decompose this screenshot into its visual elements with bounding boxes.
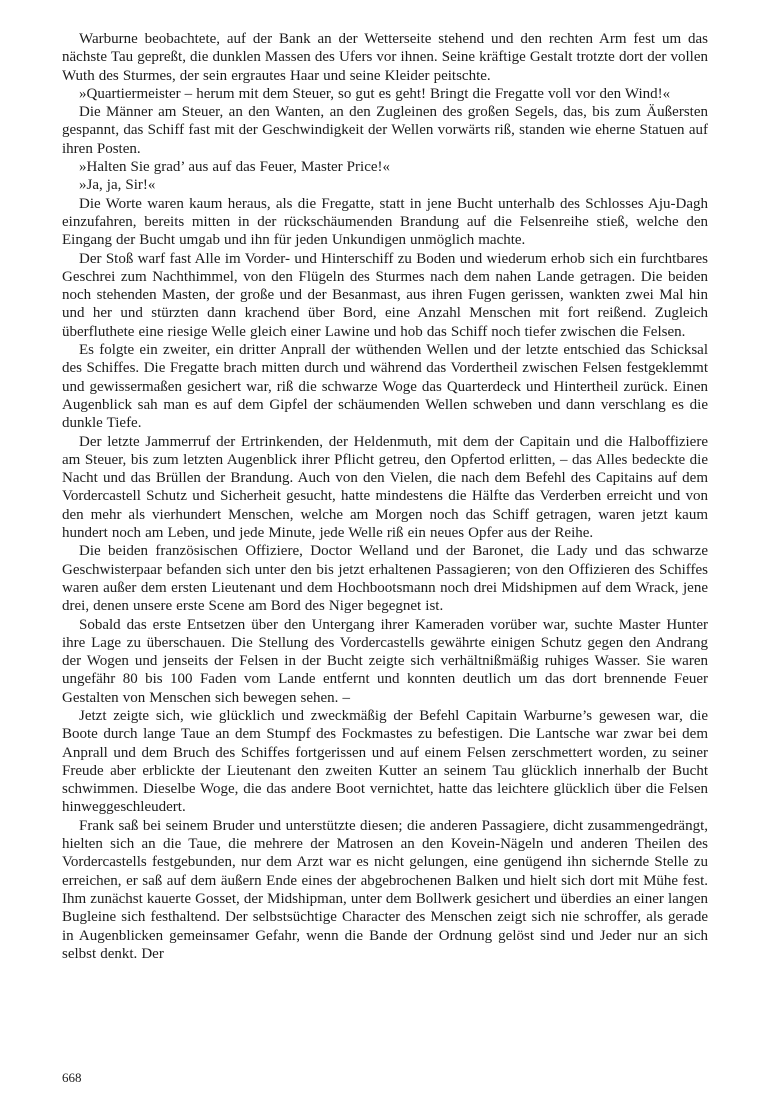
paragraph: Warburne beobachtete, auf der Bank an der Wetterseite stehend und den rechten Arm fest um das nächste Tau gepreßt, die dunklen Massen des Ufers vor ihnen. Seine kräftige Gestalt trotzte dort der vollen Wuth des Sturmes, der sein ergrautes Haar und seine Kleider peitschte. — [62, 31, 708, 84]
paragraph: »Ja, ja, Sir!« — [79, 177, 156, 194]
paragraph: »Halten Sie grad’ aus auf das Feuer, Master Price!« — [79, 159, 390, 176]
paragraph: Die Worte waren kaum heraus, als die Fregatte, statt in jene Bucht unterhalb des Schlosses Aju-Dagh einzufahren, bereits mitten in der rückschäumenden Brandung auf die Felsenreihe stieß, welche den Eingang der Bucht umgab und ihn für jeden Unkundigen unmöglich machte. — [62, 195, 708, 249]
page-number: 668 — [62, 1070, 82, 1085]
paragraph: Die beiden französischen Offiziere, Doctor Welland und der Baronet, die Lady und das schwarze Geschwisterpaar befanden sich unter den bis jetzt erhaltenen Passagieren; von den Offizieren des Schiffes waren außer dem ersten Lieutenant und dem Hochbootsmann noch drei Midshipmen auf dem Wrack, jene drei, denen unsere erste Scene am Bord des Niger begegnet ist. — [62, 543, 708, 615]
paragraph: Frank saß bei seinem Bruder und unterstützte diesen; die anderen Passagiere, dicht zusammengedrängt, hielten sich an die Taue, die mehrere der Matrosen an den Kovein-Nägeln und anderen Theilen des Vordercastells festgebunden, nur dem Arzt war es nicht gelungen, eine genügend ihn sichernde Stelle zu erreichen, er saß auf dem äußern Ende eines der abgebrochenen Balken und hielt sich dort mit Mühe fest. Ihm zunächst kauerte Gosset, der Midshipman, unter dem Bollwerk gesichert und überdies an einer langen Bugleine sich festhaltend. Der selbstsüchtige Character des Menschen zeigt sich nie schroffer, als gerade in Augenblicken gemeinsamer Gefahr, wenn die Bande der Ordnung gelöst sind und Jeder nur an sich selbst denkt. Der — [62, 817, 708, 962]
paragraph: Sobald das erste Entsetzen über den Untergang ihrer Kameraden vorüber war, suchte Master Hunter ihre Lage zu überschauen. Die Stellung des Vordercastells gewährte einigen Schutz gegen den Andrang der Wogen und jenseits der Felsen in der Bucht zeigte sich verhältnißmäßig ruhiges Wasser. Sie waren ungefähr 80 bis 100 Faden vom Lande entfernt und konnten deutlich um das dort brennende Feuer Gestalten von Menschen sich bewegen sehen. – — [62, 616, 708, 706]
paragraph: »Quartiermeister – herum mit dem Steuer, so gut es geht! Bringt die Fregatte voll vor den Wind!« — [79, 85, 671, 102]
paragraph: Die Männer am Steuer, an den Wanten, an den Zugleinen des großen Segels, das, bis zum Äußersten gespannt, das Schiff fast mit der Geschwindigkeit der Wellen vorwärts riß, standen wie eherne Statuen auf ihren Posten. — [62, 104, 708, 157]
paragraph: Der letzte Jammerruf der Ertrinkenden, der Heldenmuth, mit dem der Capitain und die Halboffiziere am Steuer, bis zum letzten Augenblick ihrer Pflicht getreu, den Opfertod erlitten, – das Alles bedeckte die Nacht und das Brüllen der Brandung. Auch von den Vielen, die nach dem Befehl des Capitains auf dem Vordercastell Schutz und Sicherheit gesucht, hatte mindestens die Hälfte das Verderben erreicht und von den mehr als vierhundert Menschen, welche am Morgen noch das Schiff getragen, waren jetzt kaum hundert noch am Leben, und jede Minute, jede Welle riß ein neues Opfer aus der Reihe. — [62, 433, 708, 542]
paragraph: Jetzt zeigte sich, wie glücklich und zweckmäßig der Befehl Capitain Warburne’s gewesen war, die Boote durch lange Taue an dem Stumpf des Fockmastes zu befestigen. Die Lantsche war zwar bei dem Anprall und dem Bruch des Schiffes fortgerissen und auf einem Felsen zerschmettert worden, zu seiner Freude aber erblickte der Lieutenant den zweiten Kutter an seinem Tau glücklich innerhalb der Bucht schwimmen. Dieselbe Woge, die das andere Boot vernichtet, hatte das leichtere glücklich über die Felsen hinweggeschleudert. — [62, 707, 708, 816]
body-text — [62, 30, 708, 963]
paragraph: Der Stoß warf fast Alle im Vorder- und Hinterschiff zu Boden und wiederum erhob sich ein furchtbares Geschrei zum Nachthimmel, von den Flügeln des Sturmes nach dem nahen Lande getragen. Die beiden noch stehenden Masten, der große und der Besanmast, aus ihren Fugen gerissen, wankten zwei Mal hin und her und stürzten dann krachend über Bord, eine Anzahl Menschen mit fort reißend. Zugleich überfluthete eine riesige Welle gleich einer Lawine und hob das Schiff noch tiefer zwischen die Felsen. — [62, 250, 708, 340]
paragraph: Es folgte ein zweiter, ein dritter Anprall der wüthenden Wellen und der letzte entschied das Schicksal des Schiffes. Die Fregatte brach mitten durch und während das Vordertheil zwischen Felsen festgeklemmt und gewissermaßen gesichert war, riß die schwarze Woge das Quarterdeck und Hintertheil zurück. Einen Augenblick sah man es auf dem Gipfel der schäumenden Wellen schweben und dann verschlang es die dunkle Tiefe. — [62, 342, 708, 432]
